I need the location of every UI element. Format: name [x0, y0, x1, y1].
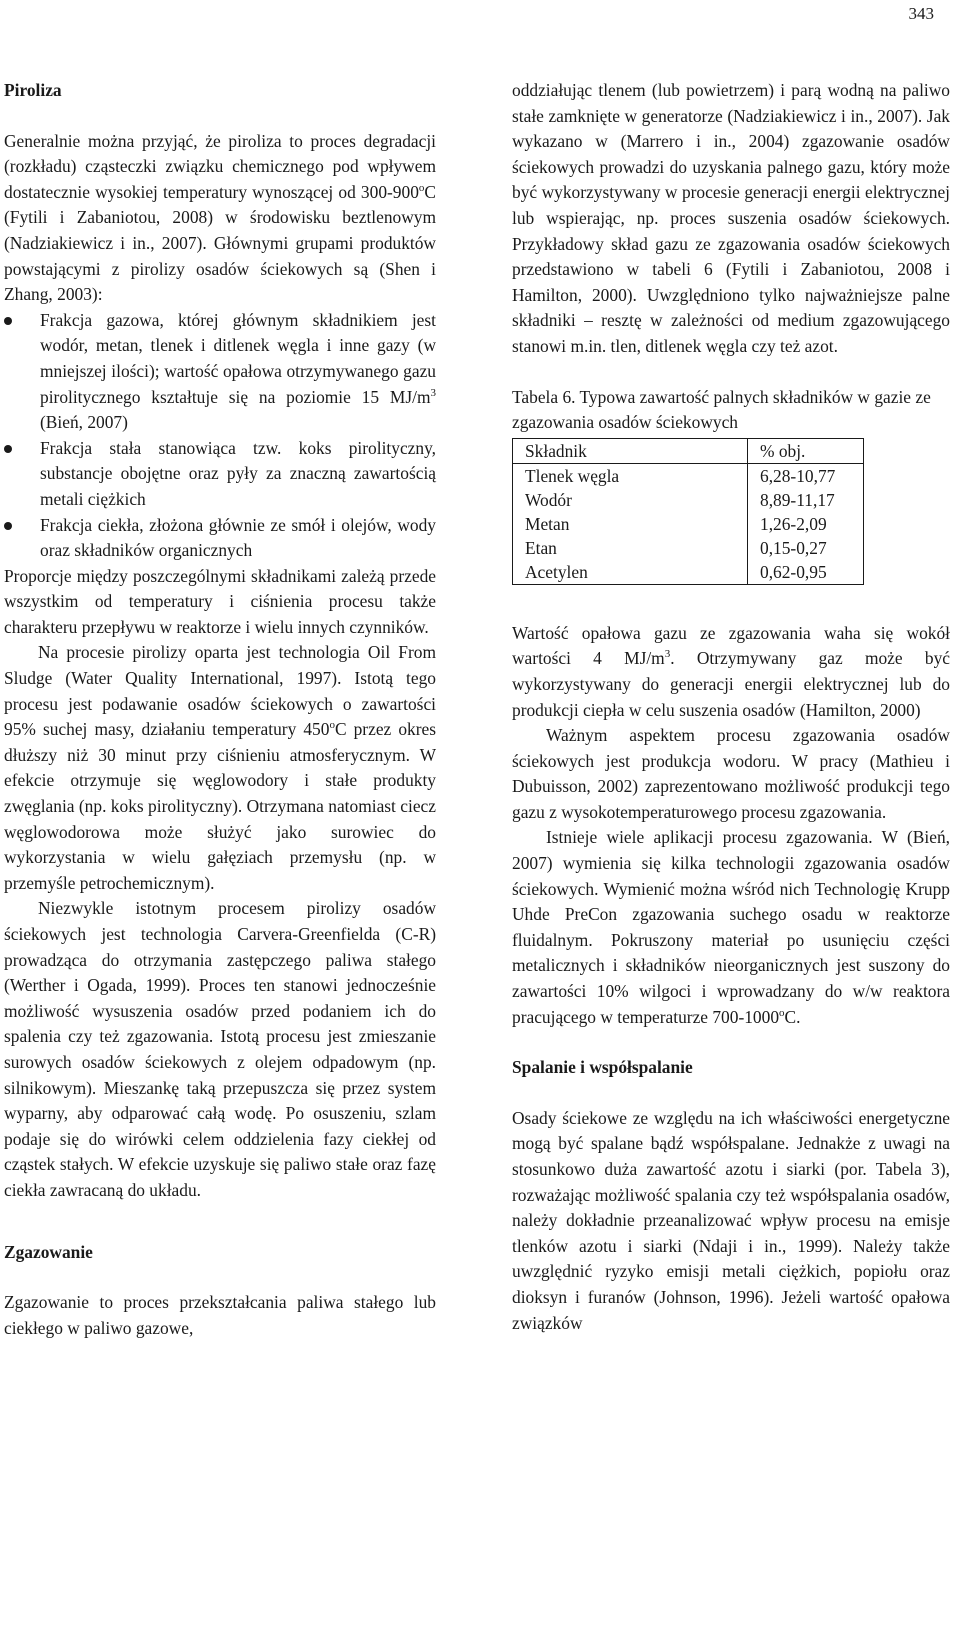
table-row [513, 512, 864, 536]
table-cell: Acetylen [513, 560, 748, 585]
paragraph-carver-greenfield: Niezwykle istotnym procesem pirolizy osadów ściekowych jest technologia Carvera-Greenfielda (C-R) prowadząca do otrzymania zastępczego paliwa stałego (Werther i Ogada, 1999). Proces ten stanowi jednocześnie możliwość wysuszenia osadów przed podaniem ich do spalenia czy też zgazowania. Istotą procesu jest zmieszanie surowych osadów ściekowych z olejem odpadowym (np. silnikowym). Mieszankę taką przepuszcza się przez system wyparny, aby odparować całą wodę. Po osuszeniu, szlam podaje się do wirówki celem oddzielenia fazy ciekłej od cząstek stałych. W efekcie uzyskuje się paliwo stałe oraz fazę ciekła zawracaną do układu. [4, 898, 436, 1200]
bullet-icon [4, 522, 12, 530]
table-row [513, 488, 864, 512]
list-item: Frakcja gazowa, której głównym składnikiem jest wodór, metan, tlenek i ditlenek węgla i inne gazy (w mniejszej ilości); wartość opałowa otrzymywanego gazu pirolitycznego kształtuje się na poziomie 15 $MJ/m^3$ (Bień, 2007) [4, 308, 436, 436]
paragraph-piroliza-intro: Generalnie można przyjąć, że piroliza to proces degradacji (rozkładu) cząsteczki związku chemicznego pod wpływem dostatecznie wysokiej temperatury wynoszącej od 300-900$^o$C (Fytili i Zabaniotou, 2008) w środowisku beztlenowym (Nadziakiewicz i in., 2007). Głównymi grupami produktów powstającymi z pirolizy osadów ściekowych są (Shen i Zhang, 2003): [4, 130, 436, 305]
bullet-icon [4, 445, 12, 453]
table-cell: Tlenek węgla [513, 463, 748, 488]
pyrolysis-products-list [4, 308, 436, 564]
table-cell: Wodór [513, 488, 748, 512]
paragraph-aplikacje: Istnieje wiele aplikacji procesu zgazowania. W (Bień, 2007) wymienia się kilka technologii zgazowania osadów ściekowych. Wymienić można wśród nich Technologię Krupp Uhde PreCon zgazowania suchego osadu w reaktorze fluidalnym. Pokruszony materiał po usunięciu części metalicznych i składników nieorganicznych jest suszony do zawartości 10% wilgoci i wprowadzany do w/w reaktora pracującego w temperaturze 700-1000$^o$C. [512, 827, 950, 1027]
table-cell: 8,89-11,17 [748, 488, 864, 512]
page-number: 343 [908, 4, 934, 23]
paragraph-wartosc-opalowa: Wartość opałowa gazu ze zgazowania waha się wokół wartości 4 $MJ/m^3$. Otrzymywany gaz może być wykorzystywany do generacji energii elektrycznej lub do produkcji ciepła w celu suszenia osadów (Hamilton, 2000) [512, 622, 950, 720]
table-cell: 0,62-0,95 [748, 560, 864, 585]
left-column [4, 78, 436, 1341]
table-cell: 1,26-2,09 [748, 512, 864, 536]
right-column [512, 78, 950, 1336]
table-caption: Tabela 6. Typowa zawartość palnych składników w gazie ze zgazowania osadów ściekowych [512, 386, 931, 433]
table-header-cell: Składnik [513, 438, 748, 463]
table-header-cell: % obj. [748, 438, 864, 463]
table-row [513, 560, 864, 585]
list-item: Frakcja stała stanowiąca tzw. koks pirolityczny, substancje obojętne oraz pyły za znaczną zawartością metali ciężkich [4, 436, 436, 513]
table-row [513, 536, 864, 560]
section-heading-piroliza: Piroliza [4, 80, 62, 100]
table-cell: 6,28-10,77 [748, 463, 864, 488]
table-row [513, 463, 864, 488]
paragraph-proporcje: Proporcje między poszczególnymi składnikami zależą przede wszystkim od temperatury i ciśnienia procesu także charakteru przepływu w reaktorze i wielu innych czynników. [4, 565, 436, 637]
paragraph-zgazowanie-intro: Zgazowanie to proces przekształcania paliwa stałego lub ciekłego w paliwo gazowe, [4, 1292, 436, 1338]
gas-composition-table [512, 438, 864, 585]
paragraph-wodor: Ważnym aspektem procesu zgazowania osadów ściekowych jest produkcja wodoru. W pracy (Mathieu i Dubuisson, 2002) zaprezentowano możliwość produkcji tego gazu z wysokotemperaturowego procesu zgazowania. [512, 725, 950, 822]
table-cell: Etan [513, 536, 748, 560]
paragraph-oil-from-sludge: Na procesie pirolizy oparta jest technologia Oil From Sludge (Water Quality International, 1997). Istotą tego procesu jest podawanie osadów ściekowych o zawartości 95% suchej masy, działaniu temperatury 450$^o$C przez okres dłuższy niż 30 minut przy ciśnieniu atmosferycznym. W efekcie otrzymuje się węglowodory i stałe produkty zwęglania (np. koks pirolityczny). Otrzymana natomiast ciecz węglowodorowa może służyć jako surowiec do wykorzystania w wielu gałęziach przemysłu (np. w przemyśle petrochemicznym). [4, 642, 436, 893]
paragraph-spalanie: Osady ściekowe ze względu na ich właściwości energetyczne mogą być spalane bądź współspalane. Jednakże z uwagi na stosunkowo duża zawartość azotu i siarki (por. Tabela 3), rozważając możliwość spalania czy też współspalania osadów, należy dokładnie przeanalizować wpływ procesu na emisje tlenków azotu i siarki (Ndaji i in., 1999). Należy także uwzględnić ryzyko emisji metali ciężkich, popiołu oraz dioksyn i furanów (Johnson, 1996). Jeżeli wartość opałowa związków [512, 1107, 950, 1333]
section-heading-spalanie: Spalanie i współspalanie [512, 1057, 693, 1078]
list-item: Frakcja ciekła, złożona głównie ze smół i olejów, wody oraz składników organicznych [4, 513, 436, 564]
section-heading-zgazowanie: Zgazowanie [4, 1241, 93, 1262]
paragraph-zgazowanie-cont: oddziałując tlenem (lub powietrzem) i parą wodną na paliwo stałe zamknięte w generatorze (Nadziakiewicz i in., 2007). Jak wykazano w (Marrero i in., 2004) zgazowanie osadów ściekowych prowadzi do uzyskania palnego gazu, który może być wykorzystywany w procesie generacji energii elektrycznej lub wspierając, np. proces suszenia osadów ściekowych. Przykładowy skład gazu ze zgazowania osadów ściekowych przedstawiono w tabeli 6 (Fytili i Zabaniotou, 2008 i Hamilton, 2000). Uwzględniono tylko najważniejsze palne składniki – resztę w zależności od medium zgazowującego stanowi m.in. tlen, ditlenek węgla czy też azot. [512, 80, 950, 356]
table-cell: Metan [513, 512, 748, 536]
bullet-icon [4, 317, 12, 325]
table-cell: 0,15-0,27 [748, 536, 864, 560]
table-header-row [513, 438, 864, 463]
